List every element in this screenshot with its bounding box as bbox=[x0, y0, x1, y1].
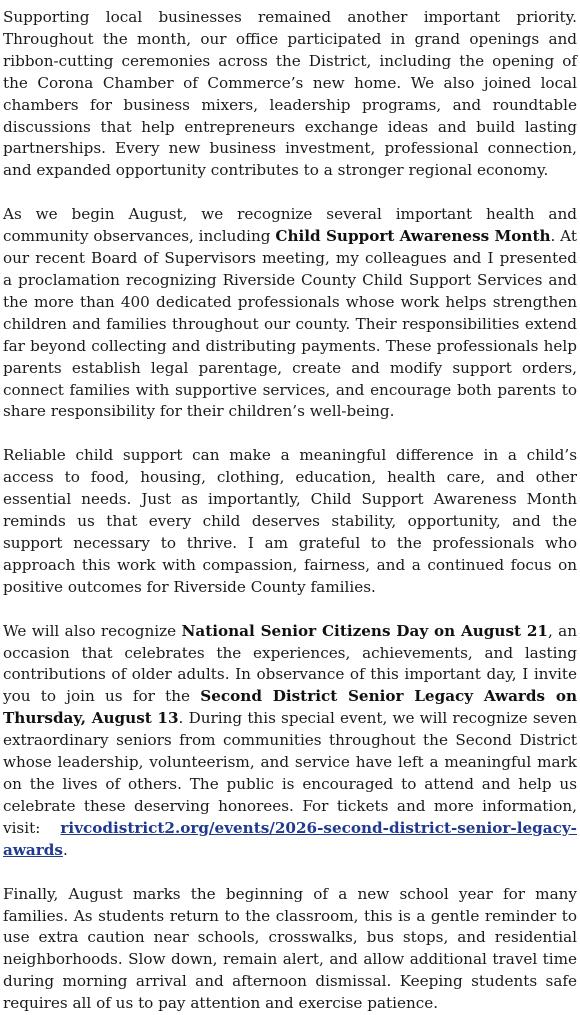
paragraph-text: Finally, August marks the beginning of a new school year for many families. As students return to the classroom, this is a gentle reminder to use extra caution near schools, crosswalks, bus stops, and residential neighborhoods. Slow down, remain alert, and allow additional travel time during morning arrival and afternoon dismissal. Keeping students safe requires all of us to pay attention and exercise patience. bbox=[3, 884, 577, 1013]
paragraph-school-safety bbox=[3, 884, 577, 1015]
paragraph-text: , an occasion that celebrates the experiences, achievements, and lasting contributions of older adults. In observance of this important day, I invite you to join us for the bbox=[3, 621, 577, 706]
paragraph-senior-citizens-day bbox=[3, 621, 577, 862]
paragraph-text: . At our recent Board of Supervisors meeting, my colleagues and I presented a proclamation recognizing Riverside County Child Support Services and the more than 400 dedicated professionals whose work helps strengthen children and families throughout our county. Their responsibilities extend far beyond collecting and distributing payments. These professionals help parents establish legal parentage, create and modify support orders, connect families with supportive services, and encourage both parents to share responsibility for their children’s well-being. bbox=[3, 227, 577, 421]
paragraph-text: We will also recognize bbox=[3, 621, 182, 640]
senior-legacy-awards-link[interactable]: rivcodistrict2.org/events/2026-second-district-senior-legacy-awards bbox=[3, 818, 577, 859]
paragraph-text: Supporting local businesses remained another important priority. Throughout the month, our office participated in grand openings and ribbon-cutting ceremonies across the District, including the opening of the Corona Chamber of Commerce’s new home. We also joined local chambers for business mixers, leadership programs, and roundtable discussions that help entrepreneurs exchange ideas and build lasting partnerships. Every new business investment, professional connection, and expanded opportunity contributes to a stronger regional economy. bbox=[3, 8, 577, 180]
child-support-awareness-month-highlight: Child Support Awareness Month bbox=[275, 227, 551, 246]
paragraph-text: . During this special event, we will recognize seven extraordinary seniors from communities throughout the Second District whose leadership, volunteerism, and service have left a meaningful mark on the lives of others. The public is encouraged to attend and help us celebrate these deserving honorees. For tickets and more information, visit: bbox=[3, 709, 577, 837]
paragraph-text: As we begin August, we recognize several important health and community observances, including bbox=[3, 205, 577, 246]
paragraph-child-support-month bbox=[3, 204, 577, 423]
paragraph-text: . bbox=[62, 840, 68, 859]
paragraph-local-businesses bbox=[3, 7, 577, 182]
senior-citizens-day-highlight: National Senior Citizens Day on August 21 bbox=[181, 621, 548, 640]
paragraph-text: Reliable child support can make a meaningful difference in a child’s access to food, housing, clothing, education, health care, and other essential needs. Just as importantly, Child Support Awareness Month reminds us that every child deserves stability, opportunity, and the support necessary to thrive. I am grateful to the professionals who approach this work with compassion, fairness, and a continued focus on positive outcomes for Riverside County families. bbox=[3, 446, 577, 596]
paragraph-reliable-child-support bbox=[3, 445, 577, 598]
senior-legacy-awards-highlight: Second District Senior Legacy Awards on Thursday, August 13 bbox=[3, 687, 577, 728]
